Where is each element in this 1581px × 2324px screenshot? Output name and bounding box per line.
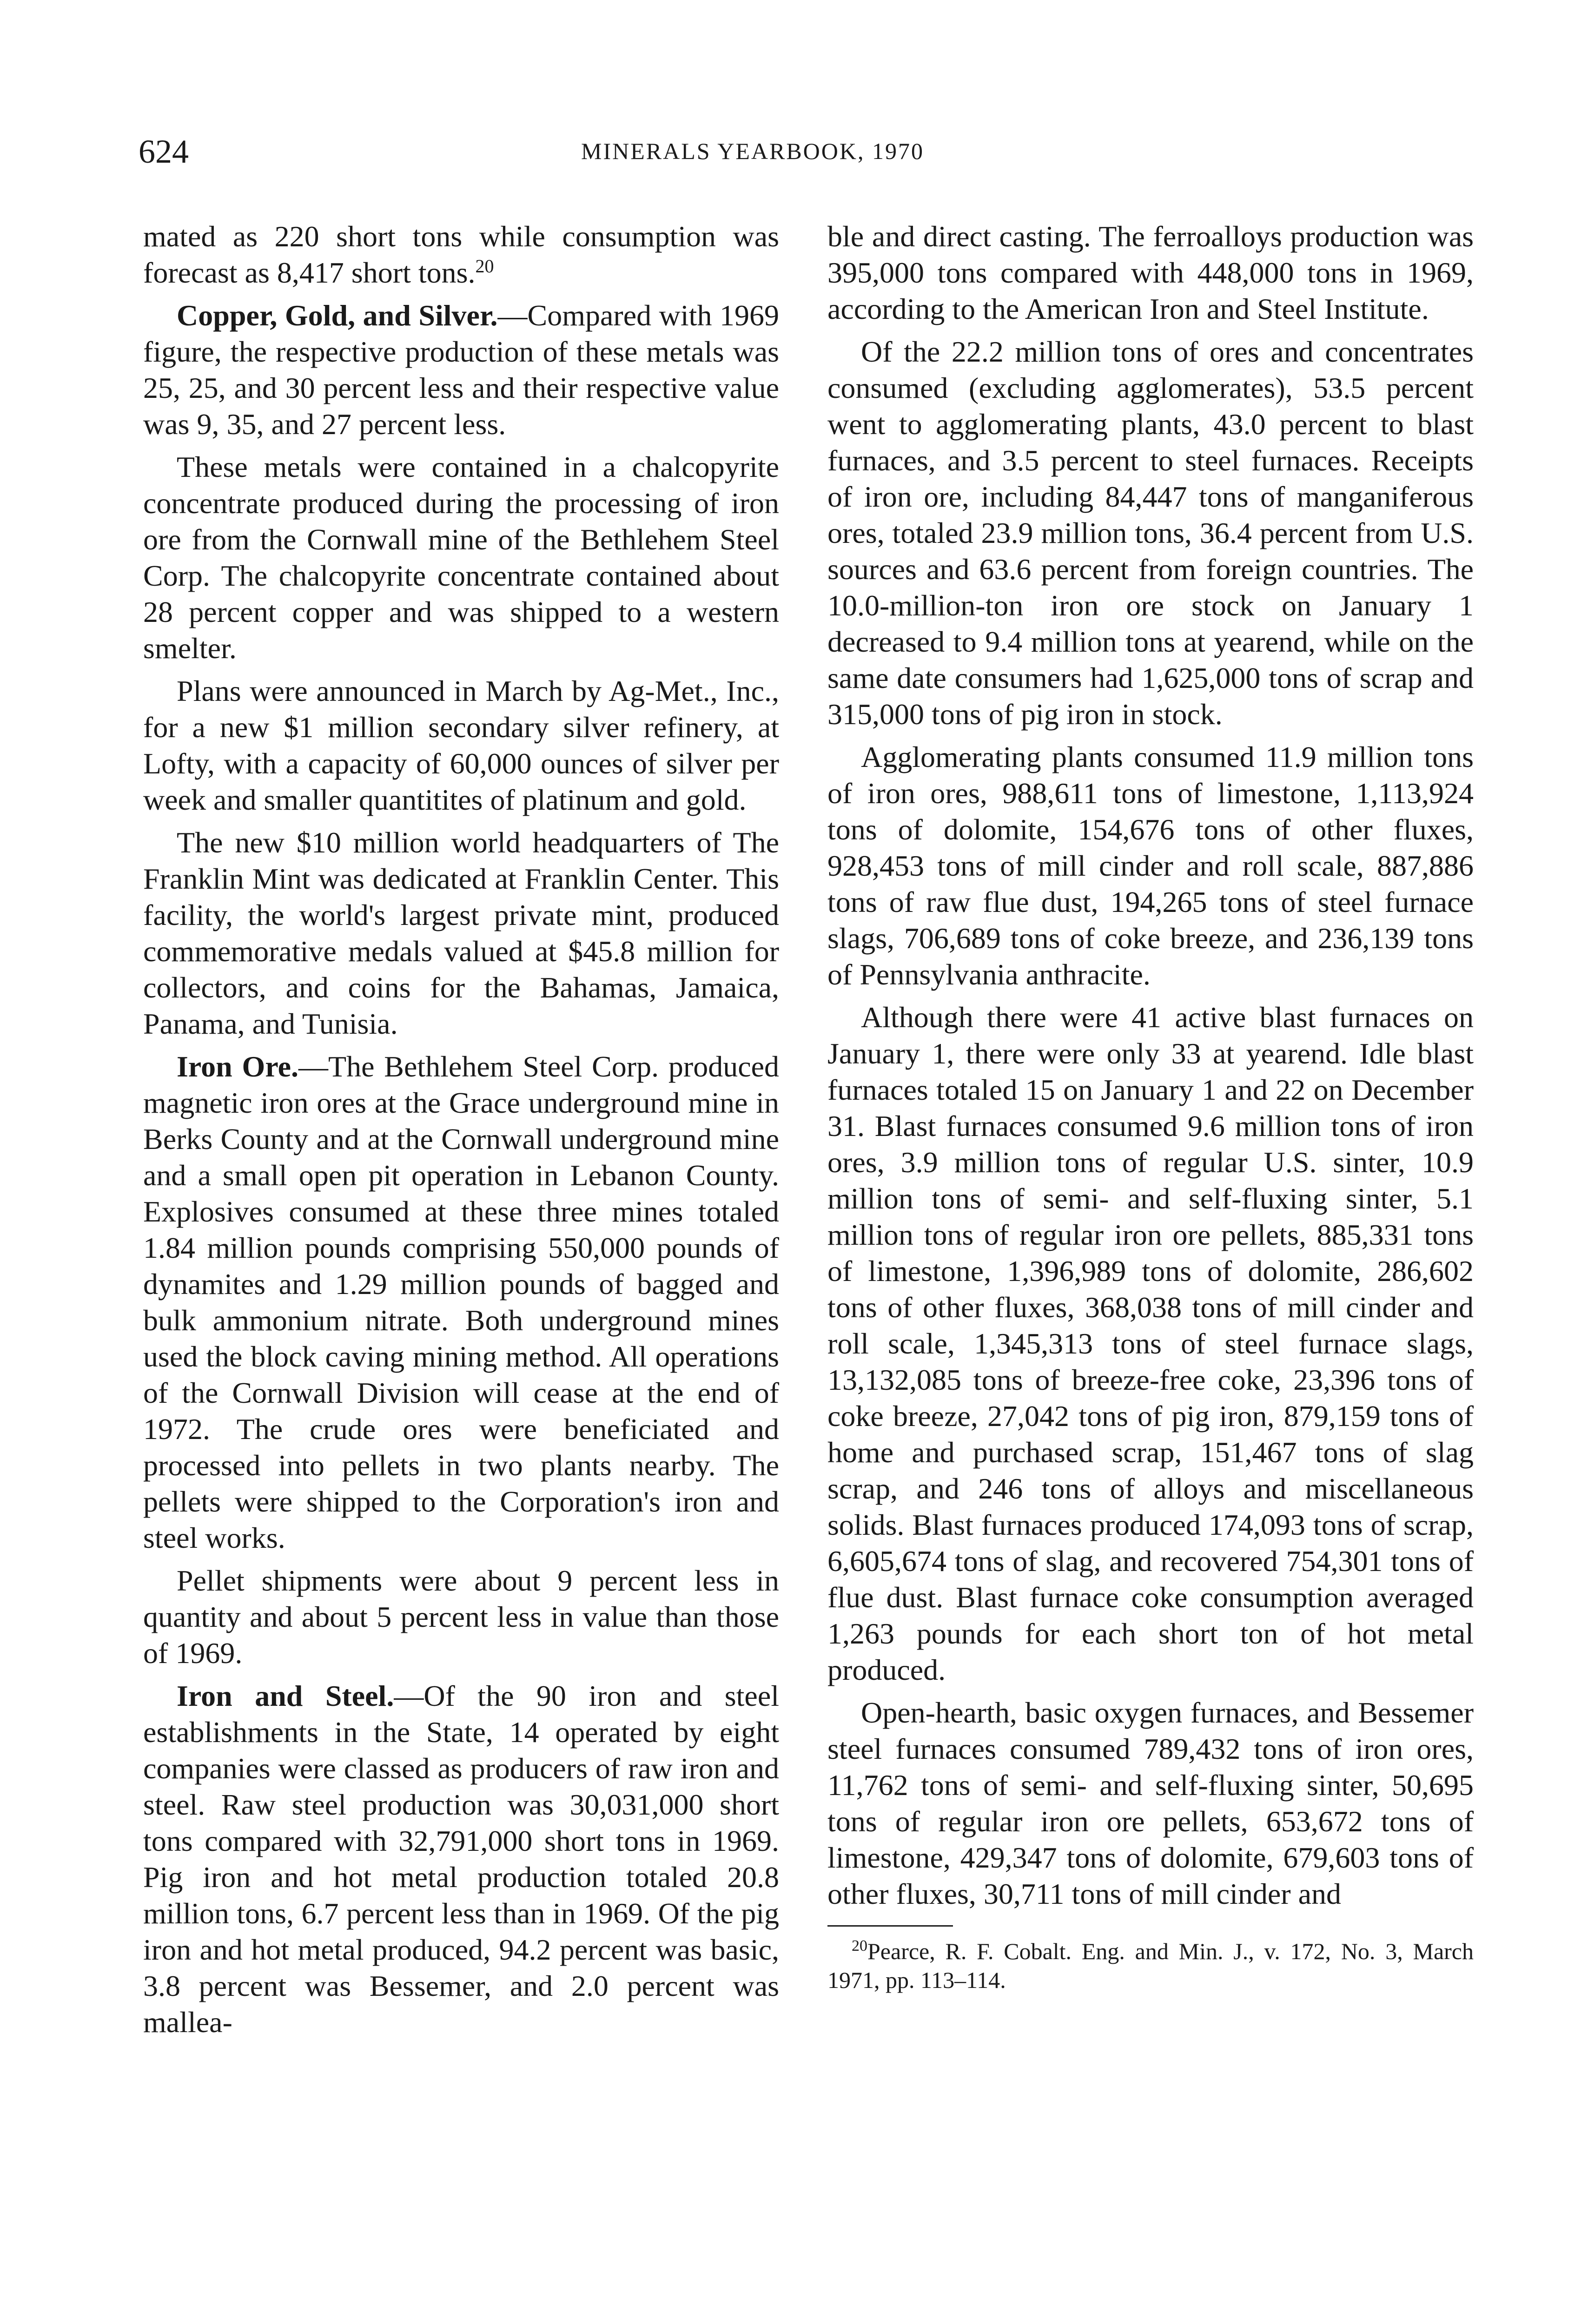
paragraph: [143, 1049, 779, 1556]
paragraph: Open-hearth, basic oxygen furnaces, and Bessemer steel furnaces consumed 789,432 tons of iron ores, 11,762 tons of semi- and self-fluxing sinter, 50,695 tons of regular iron ore pellets, 653,672 tons of limestone, 429,347 tons of dolomite, 679,603 tons of other fluxes, 30,711 tons of mill cinder and: [827, 1696, 1474, 1910]
paragraph: Plans were announced in March by Ag-Met., Inc., for a new $1 million secondary silver refinery, at Lofty, with a capacity of 60,000 ounces of silver per week and smaller quantitites of platinum and gold.: [143, 674, 779, 816]
paragraph: [143, 297, 779, 442]
paragraph: [143, 1678, 779, 2040]
right-column: [827, 218, 1474, 1994]
section-heading-iron-steel: Iron and Steel.: [177, 1679, 394, 1712]
paragraph: ble and direct casting. The ferroalloys production was 395,000 tons compared with 448,000 tons in 1969, according to the American Iron and Steel Institute.: [827, 220, 1474, 325]
paragraph: Pellet shipments were about 9 percent less in quantity and about 5 percent less in value than those of 1969.: [143, 1564, 779, 1670]
paragraph: These metals were contained in a chalcopyrite concentrate produced during the processing of iron ore from the Cornwall mine of the Bethlehem Steel Corp. The chalcopyrite concentrate contained about 28 percent copper and was shipped to a western smelter.: [143, 450, 779, 665]
page-number: 624: [139, 133, 189, 170]
paragraph-text: —Compared with 1969 figure, the respective production of these metals was 25, 25, and 30 percent less and their respective value was 9, 35, and 27 percent less.: [143, 299, 780, 441]
paragraph: Although there were 41 active blast furnaces on January 1, there were only 33 at yearend. Idle blast furnaces totaled 15 on January 1 and 22 on December 31. Blast furnaces consumed 9.6 million tons of iron ores, 3.9 million tons of regular U.S. sinter, 10.9 million tons of semi- and self-fluxing sinter, 5.1 million tons of regular iron ore pellets, 885,331 tons of limestone, 1,396,989 tons of dolomite, 286,602 tons of other fluxes, 368,038 tons of mill cinder and roll scale, 1,345,313 tons of steel furnace slags, 13,132,085 tons of breeze-free coke, 23,396 tons of coke breeze, 27,042 tons of pig iron, 879,159 tons of home and purchased scrap, 151,467 tons of slag scrap, and 246 tons of alloys and miscellaneous solids. Blast furnaces produced 174,093 tons of scrap, 6,605,674 tons of slag, and recovered 754,301 tons of flue dust. Blast furnace coke consumption averaged 1,263 pounds for each short ton of hot metal produced.: [827, 1001, 1474, 1686]
paragraph: Of the 22.2 million tons of ores and concentrates consumed (excluding agglomerates), 53.5 percent went to agglomerating plants, 43.0 percent to blast furnaces, and 3.5 percent to steel furnaces. Receipts of iron ore, including 84,447 tons of manganiferous ores, totaled 23.9 million tons, 36.4 percent from U.S. sources and 63.6 percent from foreign countries. The 10.0-million-ton iron ore stock on January 1 decreased to 9.4 million tons at yearend, while on the same date consumers had 1,625,000 tons of scrap and 315,000 tons of pig iron in stock.: [827, 335, 1474, 731]
footnote-text: Pearce, R. F. Cobalt. Eng. and Min. J., v. 172, No. 3, March 1971, pp. 113–114.: [827, 1938, 1474, 1993]
footnote-reference: 20: [475, 256, 494, 277]
section-heading-copper-gold-silver: Copper, Gold, and Silver.: [177, 299, 498, 332]
paragraph: [143, 218, 779, 291]
footnote-marker: 20: [852, 1937, 867, 1954]
paragraph: Agglomerating plants consumed 11.9 million tons of iron ores, 988,611 tons of limestone, 1,113,924 tons of dolomite, 154,676 tons of other fluxes, 928,453 tons of mill cinder and roll scale, 887,886 tons of raw flue dust, 194,265 tons of steel furnace slags, 706,689 tons of coke breeze, and 236,139 tons of Pennsylvania anthracite.: [827, 740, 1474, 991]
footnote: [827, 1937, 1474, 1994]
paragraph-text: —The Bethlehem Steel Corp. produced magnetic iron ores at the Grace underground mine in Berks County and at the Cornwall underground mine and a small open pit operation in Lebanon County. Explosives consumed at these three mines totaled 1.84 million pounds comprising 550,000 pounds of dynamites and 1.29 million pounds of bagged and bulk ammonium nitrate. Both underground mines used the block caving mining method. All operations of the Cornwall Division will cease at the end of 1972. The crude ores were beneficiated and processed into pellets in two plants nearby. The pellets were shipped to the Corporation's iron and steel works.: [143, 1050, 780, 1554]
paragraph-text: —Of the 90 iron and steel establishments in the State, 14 operated by eight companies were classed as producers of raw iron and steel. Raw steel production was 30,031,000 short tons compared with 32,791,000 short tons in 1969. Pig iron and hot metal production totaled 20.8 million tons, 6.7 percent less than in 1969. Of the pig iron and hot metal produced, 94.2 percent was basic, 3.8 percent was Bessemer, and 2.0 percent was mallea-: [143, 1679, 779, 2039]
section-heading-iron-ore: Iron Ore.: [177, 1050, 298, 1083]
paragraph: The new $10 million world headquarters of The Franklin Mint was dedicated at Franklin Center. This facility, the world's largest private mint, produced commemorative medals valued at $45.8 million for collectors, and coins for the Bahamas, Jamaica, Panama, and Tunisia.: [143, 826, 779, 1040]
left-column: [143, 218, 779, 2047]
footnote-divider: [827, 1925, 953, 1927]
running-head: MINERALS YEARBOOK, 1970: [581, 138, 924, 164]
paragraph-text: mated as 220 short tons while consumption was forecast as 8,417 short tons.: [143, 220, 779, 289]
